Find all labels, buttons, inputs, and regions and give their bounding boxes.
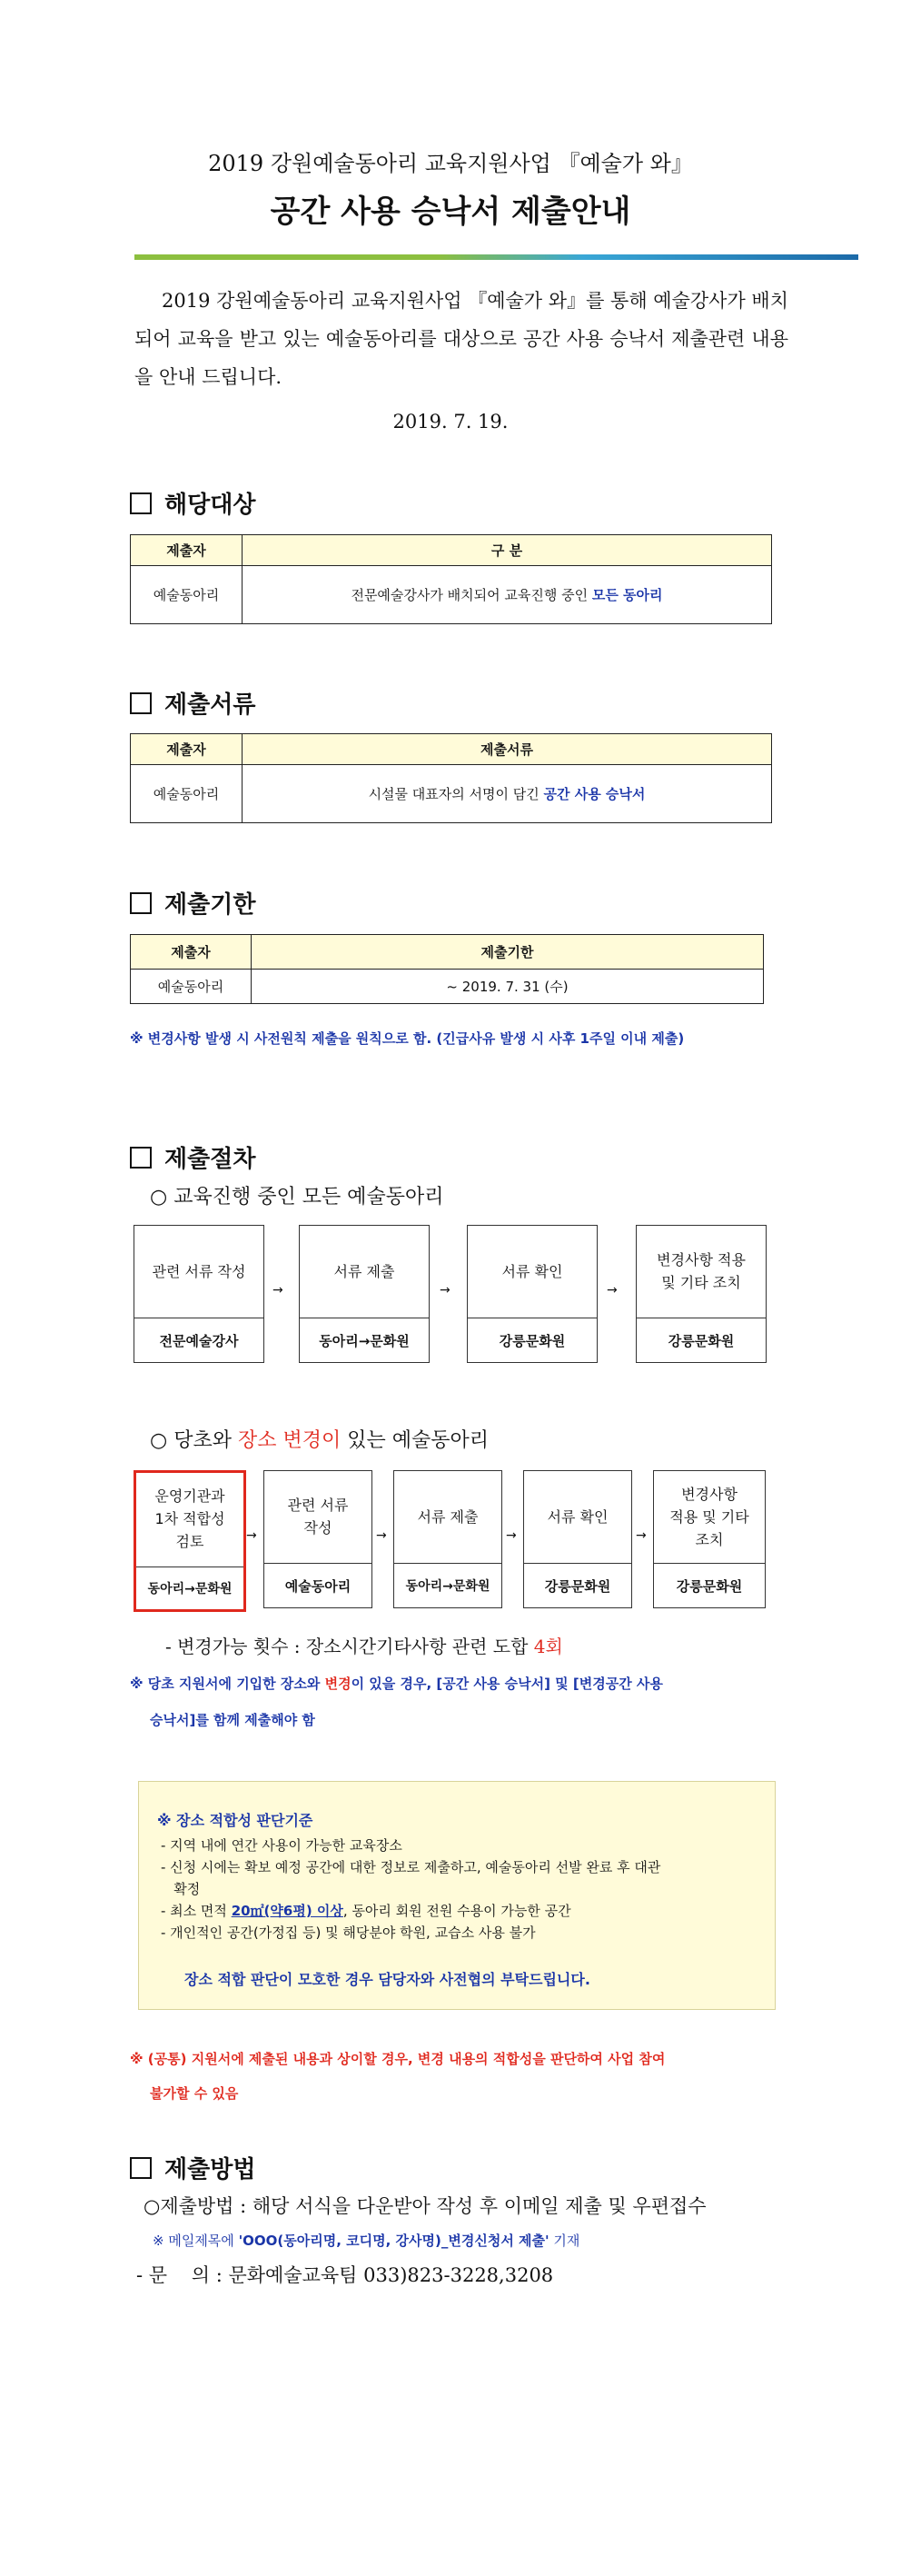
deadline-row-submitter: 예술동아리 (131, 970, 252, 1004)
flow2-step-2-actor: 예술동아리 (264, 1563, 371, 1607)
procedure-subheading-all: ○ 교육진행 중인 모든 예술동아리 (150, 1186, 444, 1208)
checkbox-square-icon (130, 692, 152, 714)
flow1-step-1-action: 관련 서류 작성 (152, 1262, 246, 1280)
common-note-line1: ※ (공통) 지원서에 제출된 내용과 상이할 경우, 변경 내용의 적합성을 판단하여 사업 참여 (130, 2051, 666, 2067)
flow2-step-1-action: 운영기관과 1차 적합성 검토 (154, 1487, 225, 1550)
flow1-step-1-actor: 전문예술강사 (134, 1318, 263, 1362)
criteria-item-3: - 최소 면적 20㎡(약6평) 이상, 동아리 회원 전원 수용이 가능한 공간 (161, 1903, 571, 1919)
flow2-step-4-action: 서류 확인 (547, 1507, 609, 1526)
flow2-arrow-3: → (506, 1528, 517, 1543)
target-col-submitter: 제출자 (131, 535, 243, 566)
flow1-step-3 (467, 1225, 598, 1363)
section-target-heading: 해당대상 (130, 486, 255, 520)
flow1-step-2 (299, 1225, 430, 1363)
flow1-step-4 (636, 1225, 767, 1363)
flow2-step-5-actor: 강릉문화원 (654, 1563, 765, 1607)
flow2-step-3 (393, 1470, 502, 1608)
section-deadline-heading: 제출기한 (130, 886, 255, 920)
flow1-step-2-actor: 동아리→문화원 (300, 1318, 429, 1362)
change-limit: - 변경가능 횟수 : 장소시간기타사항 관련 도합 4회 (165, 1636, 563, 1657)
flow2-step-4 (523, 1470, 632, 1608)
documents-table (130, 733, 772, 823)
document-date: 2019. 7. 19. (392, 411, 509, 433)
flow2-step-3-actor: 동아리→문화원 (394, 1563, 501, 1607)
section-procedure-heading: 제출절차 (130, 1140, 255, 1174)
flow1-arrow-3: → (607, 1283, 618, 1298)
procedure-note-line2: 승낙서]를 함께 제출해야 함 (150, 1712, 315, 1728)
deadline-note: ※ 변경사항 발생 시 사전원칙 제출을 원칙으로 함. (긴급사유 발생 시 사후 1주일 이내 제출) (130, 1030, 685, 1047)
checkbox-square-icon (130, 892, 152, 914)
flow2-arrow-2: → (376, 1528, 387, 1543)
deadline-col-submitter: 제출자 (131, 935, 252, 970)
documents-row-desc: 시설물 대표자의 서명이 담긴 공간 사용 승낙서 (243, 765, 772, 823)
documents-highlight: 공간 사용 승낙서 (543, 786, 646, 802)
document-title: 공간 사용 승낙서 제출안내 (270, 194, 631, 230)
flow2-step-5-action: 변경사항 적용 및 기타 조치 (669, 1485, 749, 1548)
deadline-col-deadline: 제출기한 (252, 935, 764, 970)
checkbox-square-icon (130, 1147, 152, 1169)
flow2-arrow-1: → (246, 1528, 257, 1543)
section-method-heading: 제출방법 (130, 2151, 255, 2184)
flow1-step-4-actor: 강릉문화원 (637, 1318, 766, 1362)
flow2-step-4-actor: 강릉문화원 (524, 1563, 631, 1607)
criteria-box (138, 1781, 776, 2010)
procedure-subheading-changed: ○ 당초와 장소 변경이 있는 예술동아리 (150, 1429, 489, 1452)
target-row-desc: 전문예술강사가 배치되어 교육진행 중인 모든 동아리 (243, 566, 772, 624)
criteria-area-highlight: 20㎡(약6평) 이상 (231, 1903, 343, 1919)
criteria-item-1: - 지역 내에 연간 사용이 가능한 교육장소 (161, 1837, 402, 1854)
flow1-step-1 (134, 1225, 264, 1363)
criteria-title: ※ 장소 적합성 판단기준 (157, 1812, 313, 1829)
flow1-step-3-action: 서류 확인 (501, 1262, 563, 1280)
target-row-submitter: 예술동아리 (131, 566, 243, 624)
common-note-line2: 불가할 수 있음 (150, 2085, 239, 2102)
flow2-step-1-actor: 동아리→문화원 (136, 1566, 243, 1609)
document-subtitle: 2019 강원예술동아리 교육지원사업 『예술가 와』 (208, 151, 693, 176)
documents-row-submitter: 예술동아리 (131, 765, 243, 823)
documents-col-submitter: 제출자 (131, 734, 243, 765)
changed-location-highlight: 장소 변경이 (237, 1429, 342, 1452)
flow1-arrow-1: → (272, 1283, 283, 1298)
target-col-category: 구 분 (243, 535, 772, 566)
flow2-step-3-action: 서류 제출 (417, 1507, 479, 1526)
flow1-step-3-actor: 강릉문화원 (468, 1318, 597, 1362)
criteria-item-2-cont: 확정 (161, 1881, 201, 1897)
mail-subject-format: 'OOO(동아리명, 코디명, 강사명)_변경신청서 제출' (238, 2233, 550, 2249)
flow2-arrow-4: → (636, 1528, 647, 1543)
change-limit-count: 4회 (533, 1636, 563, 1657)
mail-subject-note: ※ 메일제목에 'OOO(동아리명, 코디명, 강사명)_변경신청서 제출' 기재 (153, 2233, 580, 2249)
target-highlight: 모든 동아리 (591, 587, 663, 603)
flow1-arrow-2: → (440, 1283, 450, 1298)
contact-line: - 문 의 : 문화예술교육팀 033)823-3228,3208 (136, 2264, 554, 2286)
title-divider (134, 254, 858, 260)
flow1-step-2-action: 서류 제출 (333, 1262, 395, 1280)
method-line: ○제출방법 : 해당 서식을 다운받아 작성 후 이메일 제출 및 우편접수 (144, 2195, 707, 2217)
deadline-table (130, 934, 764, 1004)
checkbox-square-icon (130, 2157, 152, 2179)
flow2-step-5 (653, 1470, 766, 1608)
checkbox-square-icon (130, 492, 152, 514)
criteria-item-4: - 개인적인 공간(가정집 등) 및 해당분야 학원, 교습소 사용 불가 (161, 1925, 536, 1941)
target-table (130, 534, 772, 624)
flow1-step-4-action: 변경사항 적용 및 기타 조치 (657, 1251, 746, 1291)
criteria-footer: 장소 적합 판단이 모호한 경우 담당자와 사전협의 부탁드립니다. (184, 1971, 590, 1988)
section-documents-heading: 제출서류 (130, 686, 255, 720)
intro-paragraph: 2019 강원예술동아리 교육지원사업 『예술가 와』를 통해 예술강사가 배치되어 교육을 받고 있는 예술동아리를 대상으로 공간 사용 승낙서 제출관련 내용을 안내 드립니다. (134, 290, 788, 388)
documents-col-documents: 제출서류 (243, 734, 772, 765)
flow2-step-2-action: 관련 서류 작성 (287, 1497, 349, 1537)
deadline-row-value: ~ 2019. 7. 31 (수) (252, 970, 764, 1004)
procedure-note-line1: ※ 당초 지원서에 기입한 장소와 변경이 있을 경우, [공간 사용 승낙서] 및 [변경공간 사용 (130, 1676, 663, 1692)
flow2-step-2 (263, 1470, 372, 1608)
criteria-item-2: - 신청 시에는 확보 예정 공간에 대한 정보로 제출하고, 예술동아리 선발 완료 후 대관 (161, 1859, 661, 1875)
flow2-step-1 (134, 1470, 246, 1612)
